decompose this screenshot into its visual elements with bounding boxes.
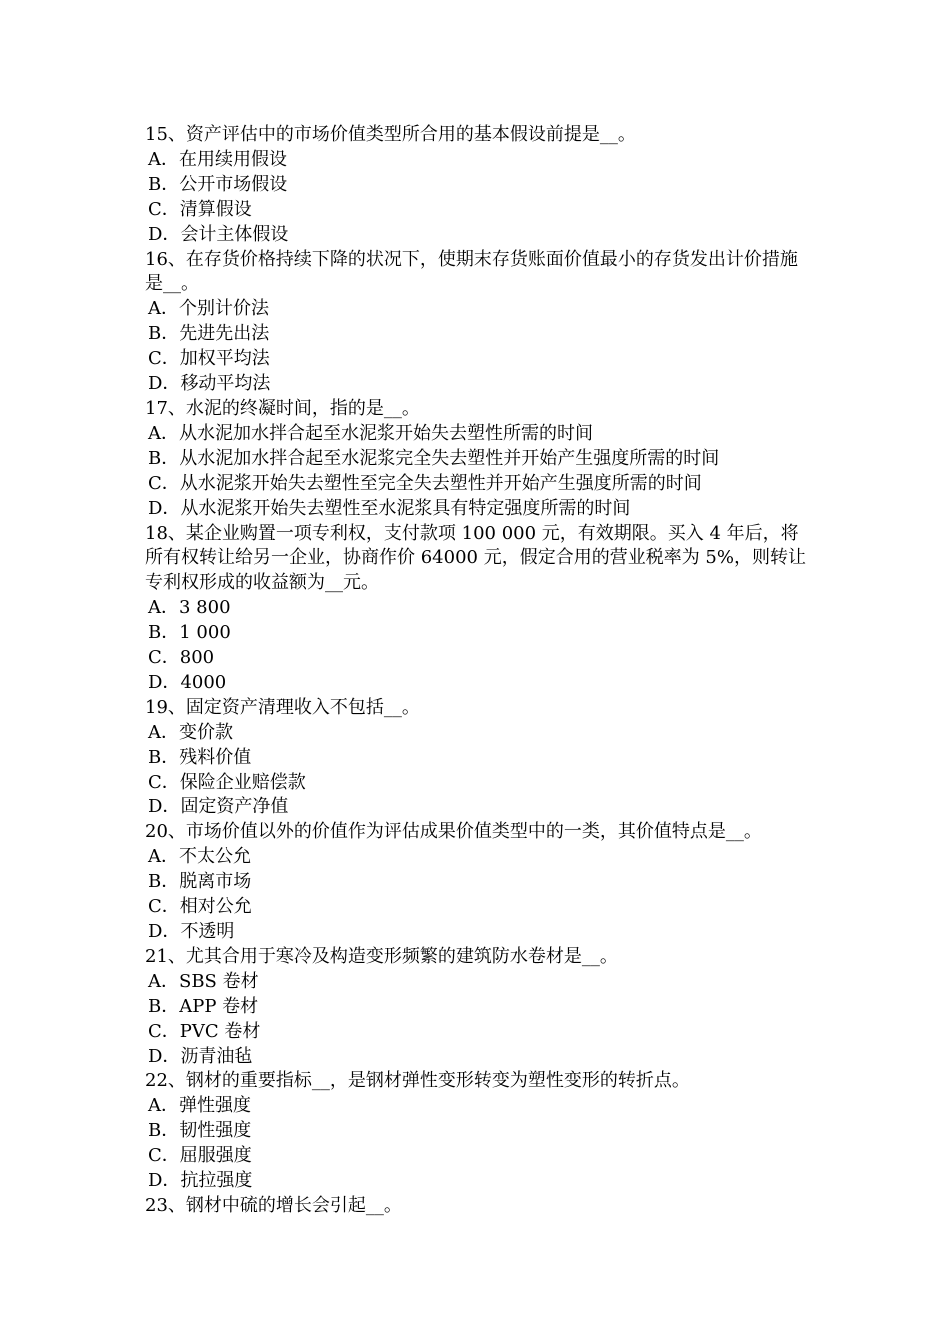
option-text: 先进先出法 (179, 323, 270, 345)
option-letter: B． (148, 622, 180, 644)
question-block (145, 522, 810, 696)
option-letter: D． (148, 1045, 181, 1067)
answer-option (145, 472, 810, 497)
option-letter: B． (148, 447, 180, 469)
answer-option (145, 771, 810, 796)
answer-option (145, 422, 810, 447)
answer-option (145, 920, 810, 945)
option-letter: D． (148, 671, 181, 693)
answer-option (145, 497, 810, 522)
question-text: 17、水泥的终凝时间，指的是__。 (145, 397, 420, 419)
answer-option (145, 721, 810, 746)
option-text: 从水泥浆开始失去塑性至完全失去塑性并开始产生强度所需的时间 (179, 472, 702, 494)
option-text: 弹性强度 (179, 1095, 251, 1117)
answer-option (145, 995, 810, 1020)
answer-option (145, 198, 810, 223)
document-body (145, 123, 810, 1219)
option-text: PVC 卷材 (179, 1020, 261, 1042)
option-text: 在用续用假设 (179, 148, 287, 170)
option-text: 抗拉强度 (180, 1170, 253, 1192)
option-text: 移动平均法 (180, 373, 271, 395)
option-letter: B． (148, 995, 180, 1017)
option-text: 公开市场假设 (179, 173, 288, 195)
option-text: 相对公允 (179, 896, 252, 918)
option-letter: C． (148, 896, 180, 918)
option-letter: B． (148, 746, 180, 768)
answer-option (145, 746, 810, 771)
question-text: 19、固定资产清理收入不包括__。 (145, 696, 420, 718)
option-letter: A． (148, 721, 179, 743)
option-letter: B． (148, 323, 180, 345)
question-text: 22、钢材的重要指标__，是钢材弹性变形转变为塑性变形的转折点。 (145, 1070, 690, 1092)
option-text: 屈服强度 (179, 1145, 252, 1167)
option-letter: A． (148, 422, 179, 444)
option-letter: D． (148, 497, 181, 519)
option-letter: A． (148, 970, 179, 992)
answer-option (145, 1144, 810, 1169)
answer-option (145, 845, 810, 870)
answer-option (145, 372, 810, 397)
option-letter: C． (148, 1145, 180, 1167)
option-text: 清算假设 (179, 198, 252, 220)
option-text: 残料价值 (179, 746, 252, 768)
question-block (145, 397, 810, 522)
option-letter: B． (148, 173, 180, 195)
option-letter: C． (148, 1020, 180, 1042)
option-letter: C． (148, 771, 180, 793)
answer-option (145, 223, 810, 248)
question-block (145, 123, 810, 248)
question-text: 18、某企业购置一项专利权，支付款项 100 000 元，有效期限。买入 4 年后，将所有权转让给另一企业，协商作价 64000 元，假定合用的营业税率为 5%，则转让专利权形成的收益额为__元。 (145, 522, 806, 594)
answer-option (145, 895, 810, 920)
option-letter: D． (148, 921, 181, 942)
option-letter: A． (148, 597, 179, 619)
answer-option (145, 1045, 810, 1070)
option-letter: D． (148, 223, 181, 245)
option-letter: D． (148, 1170, 181, 1192)
question-block (145, 696, 810, 821)
option-text: 固定资产净值 (180, 796, 289, 818)
answer-option (145, 447, 810, 472)
option-text: 从水泥加水拌合起至水泥浆完全失去塑性并开始产生强度所需的时间 (179, 447, 720, 469)
option-letter: C． (148, 198, 180, 220)
answer-option (145, 621, 810, 646)
question-text: 15、资产评估中的市场价值类型所合用的基本假设前提是__。 (145, 124, 636, 145)
option-text: 800 (179, 647, 215, 669)
question-block (145, 248, 810, 397)
option-text: 4000 (180, 671, 227, 693)
answer-option (145, 795, 810, 820)
option-text: 脱离市场 (179, 871, 252, 893)
option-letter: A． (148, 1095, 179, 1117)
option-text: 不太公允 (179, 846, 251, 868)
option-letter: C． (148, 348, 180, 370)
option-letter: D． (148, 373, 181, 395)
question-block (145, 1069, 810, 1194)
option-text: 韧性强度 (179, 1120, 252, 1142)
answer-option (145, 671, 810, 696)
option-letter: C． (148, 472, 180, 494)
question-text: 21、尤其合用于寒冷及构造变形频繁的建筑防水卷材是__。 (145, 945, 618, 967)
question-block (145, 1194, 810, 1219)
answer-option (145, 646, 810, 671)
option-text: 变价款 (179, 721, 233, 743)
question-text: 23、钢材中硫的增长会引起__。 (145, 1194, 402, 1216)
answer-option (145, 173, 810, 198)
option-letter: B． (148, 1120, 180, 1142)
question-text: 16、在存货价格持续下降的状况下，使期末存货账面价值最小的存货发出计价措施是__。 (145, 248, 798, 295)
answer-option (145, 322, 810, 347)
option-text: 保险企业赔偿款 (179, 771, 306, 793)
option-letter: D． (148, 796, 181, 818)
answer-option (145, 870, 810, 895)
option-text: 3 800 (179, 597, 231, 619)
option-letter: C． (148, 647, 180, 669)
option-letter: B． (148, 871, 180, 893)
answer-option (145, 1020, 810, 1045)
question-block (145, 820, 810, 945)
option-text: SBS 卷材 (179, 970, 259, 992)
option-text: 个别计价法 (179, 298, 269, 320)
answer-option (145, 1169, 810, 1194)
option-text: 会计主体假设 (180, 223, 289, 245)
answer-option (145, 1119, 810, 1144)
option-letter: A． (148, 846, 179, 868)
option-text: APP 卷材 (179, 995, 259, 1017)
answer-option (145, 297, 810, 322)
answer-option (145, 148, 810, 173)
answer-option (145, 1094, 810, 1119)
answer-option (145, 596, 810, 621)
option-text: 沥青油毡 (180, 1045, 253, 1067)
option-text: 1 000 (179, 622, 231, 644)
option-text: 加权平均法 (179, 348, 270, 370)
answer-option (145, 970, 810, 995)
answer-option (145, 347, 810, 372)
option-text: 不透明 (180, 921, 235, 942)
option-letter: A． (148, 148, 179, 170)
option-letter: A． (148, 298, 179, 320)
option-text: 从水泥加水拌合起至水泥浆开始失去塑性所需的时间 (179, 422, 593, 444)
question-block (145, 945, 810, 1070)
question-text: 20、市场价值以外的价值作为评估成果价值类型中的一类，其价值特点是__。 (145, 821, 762, 843)
option-text: 从水泥浆开始失去塑性至水泥浆具有特定强度所需的时间 (180, 497, 631, 519)
